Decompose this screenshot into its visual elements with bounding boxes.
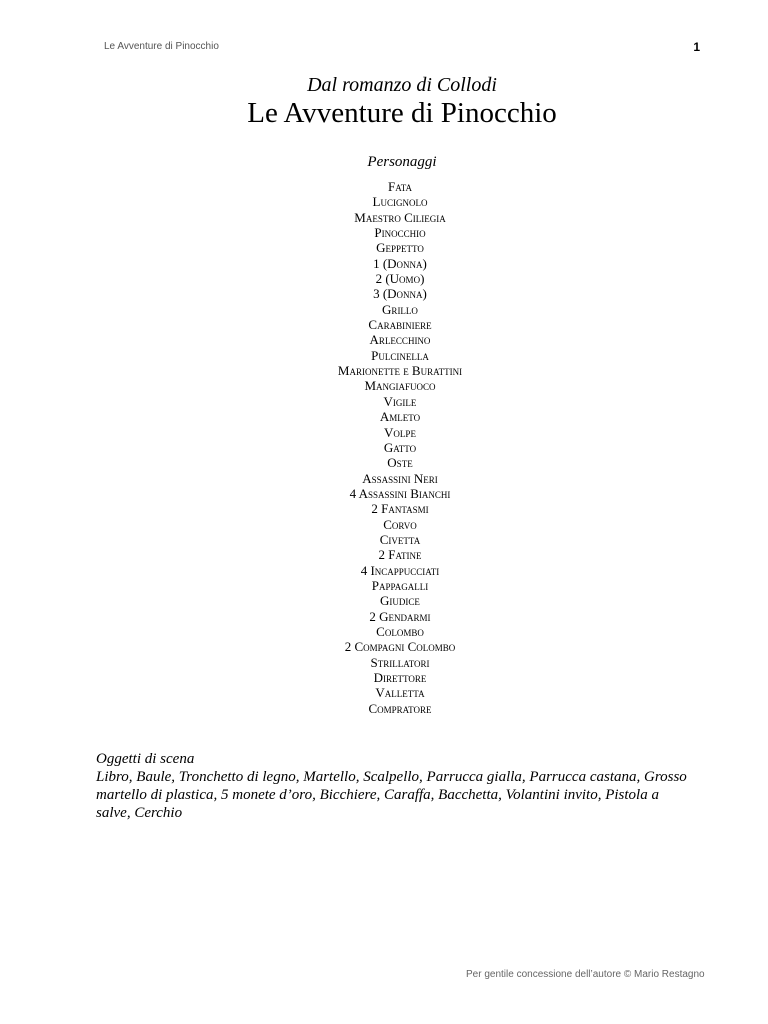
- cast-item: 2 (Uomo): [375, 271, 425, 287]
- footer-credit: Per gentile concessione dell’autore © Mario Restagno: [466, 969, 705, 980]
- props-list-text: Libro, Baule, Tronchetto di legno, Martello, Scalpello, Parrucca gialla, Parrucca castana, Grosso martello di plastica, 5 monete d’oro, Bicchiere, Caraffa, Bacchetta, Volantini invito, Pistola a salve, Cerchio: [96, 769, 687, 821]
- page-number: 1: [693, 40, 700, 54]
- cast-item: 4 Assassini Bianchi: [349, 485, 451, 501]
- cast-item: Geppetto: [376, 240, 424, 256]
- cast-item: Grillo: [382, 301, 418, 317]
- cast-heading: Personaggi: [367, 154, 437, 170]
- cast-item: Strillatori: [370, 654, 430, 670]
- cast-list: [0, 179, 768, 716]
- cast-item: Direttore: [373, 670, 427, 685]
- cast-item: 2 Fantasmi: [371, 501, 429, 517]
- cast-item: Colombo: [376, 623, 424, 639]
- cast-item: Carabiniere: [368, 317, 432, 333]
- cast-item: 1 (Donna): [373, 255, 427, 271]
- cast-item: Pappagalli: [371, 577, 429, 593]
- cast-item: Pulcinella: [371, 347, 429, 363]
- cast-item: Gatto: [383, 439, 417, 455]
- cast-item: Giudice: [380, 593, 420, 609]
- cast-item: Amleto: [379, 409, 421, 425]
- cast-item: Civetta: [379, 531, 421, 547]
- cast-item: 3 (Donna): [373, 286, 427, 302]
- cast-item: Assassini Neri: [362, 470, 438, 486]
- cast-item: Marionette e Burattini: [337, 363, 463, 379]
- cast-item: Mangiafuoco: [364, 378, 436, 394]
- cast-item: Fata: [387, 179, 412, 194]
- cast-item: Pinocchio: [374, 225, 426, 241]
- cast-item: Lucignolo: [372, 194, 428, 210]
- cast-item: Volpe: [384, 424, 416, 440]
- cast-item: Oste: [387, 455, 413, 471]
- cast-item: Corvo: [383, 516, 417, 532]
- cast-item: Compratore: [368, 700, 432, 716]
- document-subtitle: Dal romanzo di Collodi: [307, 74, 497, 96]
- running-header-title: Le Avventure di Pinocchio: [104, 41, 219, 52]
- cast-item: Arlecchino: [369, 332, 431, 348]
- cast-item: Valletta: [375, 685, 425, 701]
- cast-item: Maestro Ciliegia: [354, 209, 446, 225]
- cast-item: Vigile: [383, 393, 417, 409]
- cast-item: 2 Gendarmi: [369, 608, 431, 624]
- props-section: [96, 750, 696, 822]
- props-heading: Oggetti di scena: [96, 751, 195, 767]
- document-title: Le Avventure di Pinocchio: [247, 97, 557, 129]
- cast-item: 4 Incappucciati: [360, 562, 440, 578]
- cast-item: 2 Fatine: [378, 547, 422, 563]
- cast-item: 2 Compagni Colombo: [344, 639, 456, 655]
